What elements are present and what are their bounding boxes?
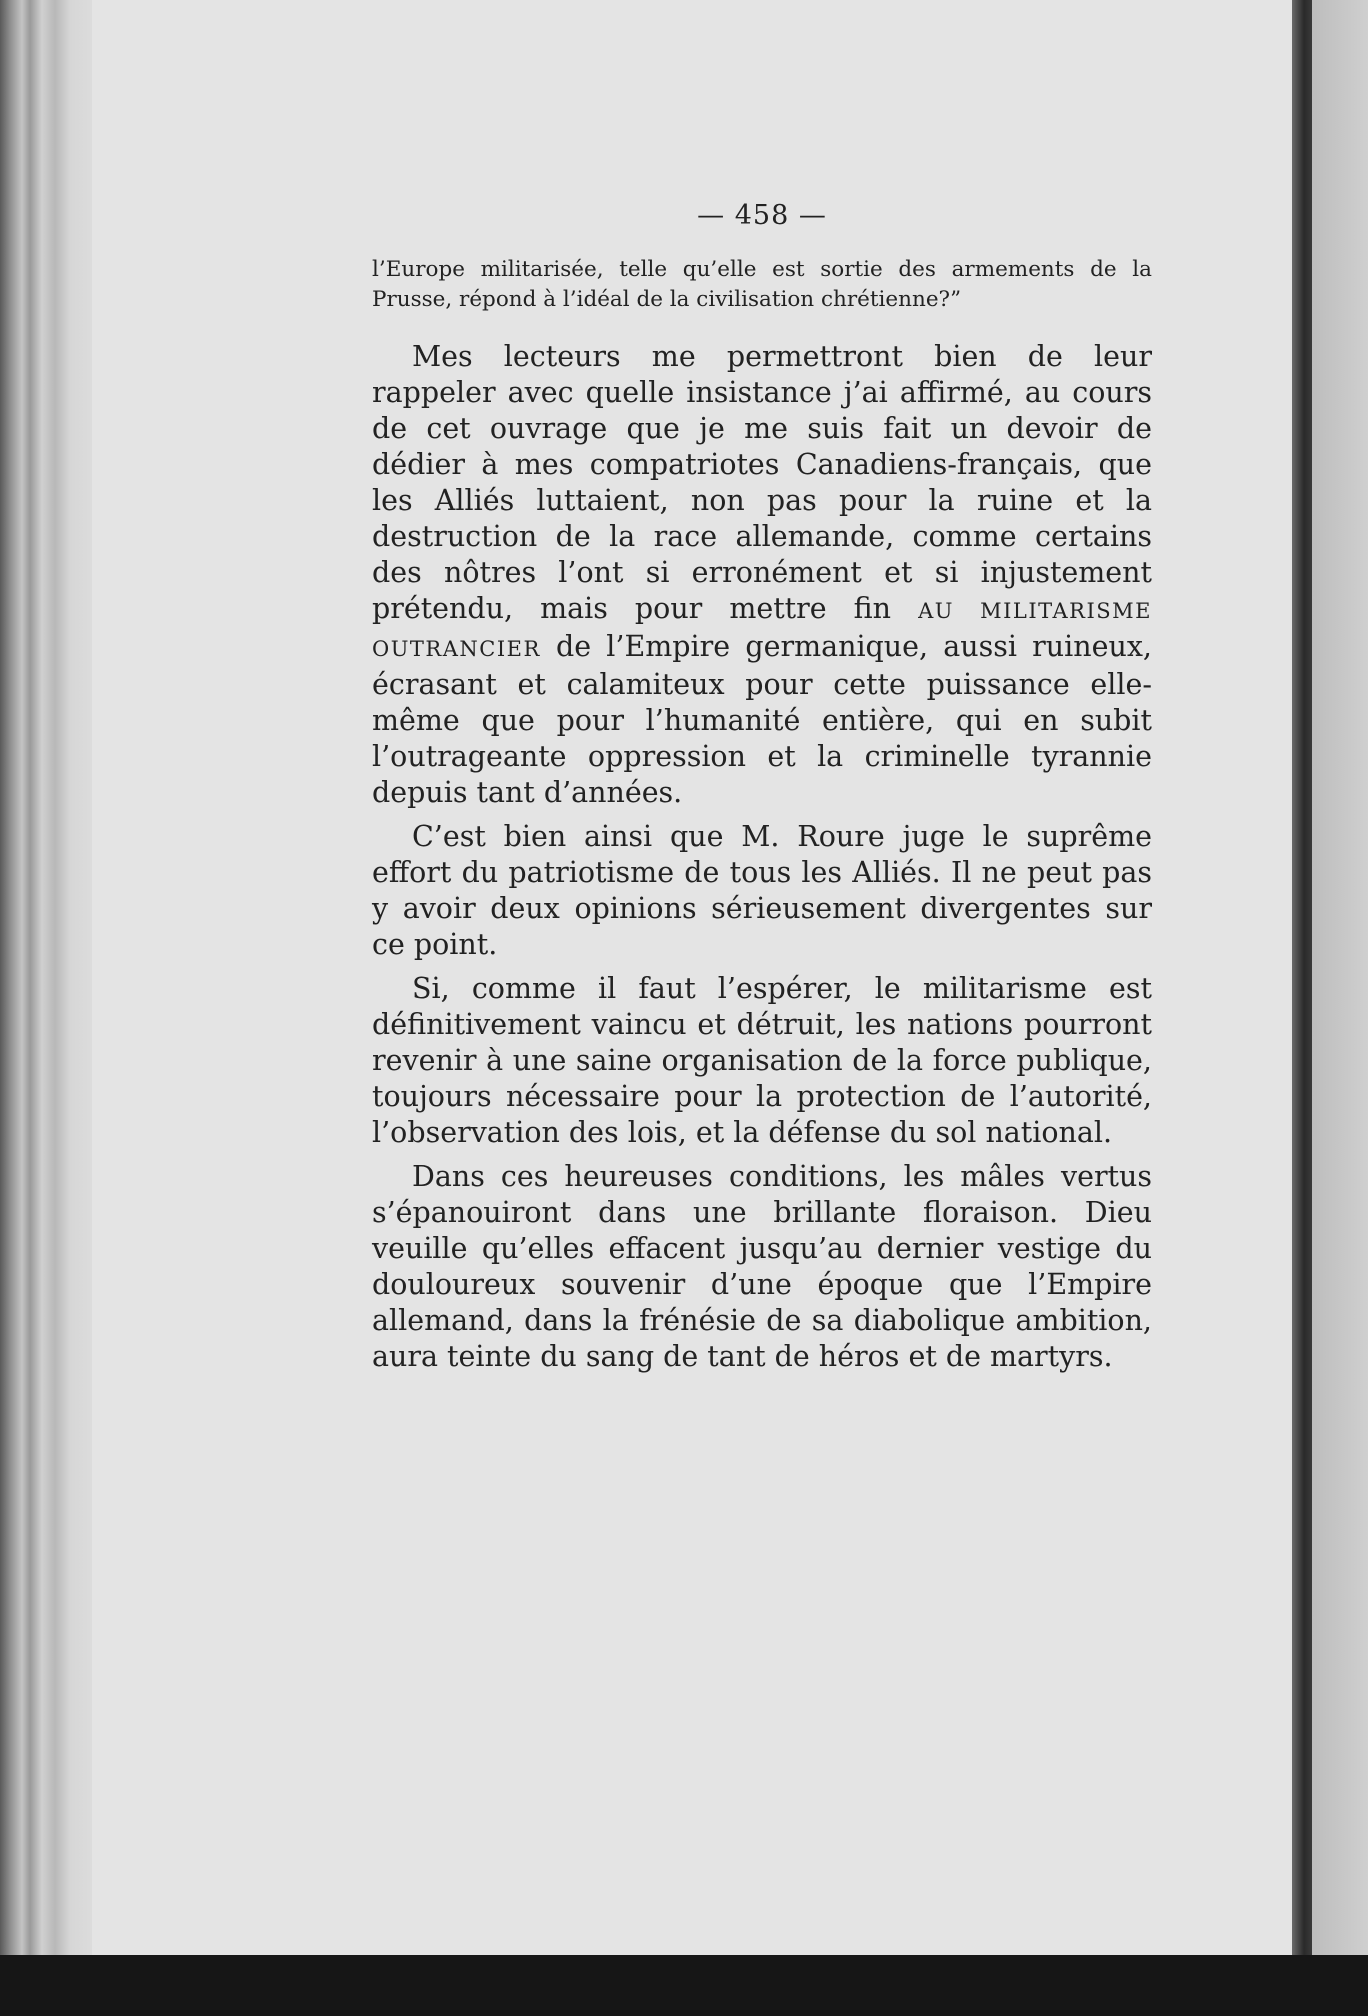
paragraph-1 [372, 339, 1152, 811]
paragraph-1-after: de l’Empire germanique, aussi ruineux, écrasant et calamiteux pour cette puissance elle-même que pour l’humanité entière, qui en subit l’outrageante oppression et la criminelle tyrannie depuis tant d’années. [372, 630, 1152, 809]
book-gutter [1292, 0, 1312, 1955]
paragraph-1-emphasis: AU MILITARISME OUTRANCIER [372, 599, 1152, 661]
paragraph-2: C’est bien ainsi que M. Roure juge le suprême effort du patriotisme de tous les Alliés. Il ne peut pas y avoir deux opinions sérieusement divergentes sur ce point. [372, 820, 1152, 961]
paragraph-4: Dans ces heureuses conditions, les mâles vertus s’épanouiront dans une brillante floraison. Dieu veuille qu’elles effacent jusqu’au dernier vestige du douloureux souvenir d’une époque que l’Empire allemand, dans la frénésie de sa diabolique ambition, aura teinte du sang de tant de héros et de martyrs. [372, 1160, 1152, 1373]
paragraph-1-before: Mes lecteurs me permettront bien de leur rappeler avec quelle insistance j’ai affirmé, au cours de cet ouvrage que je me suis fait un devoir de dédier à mes compatriotes Canadiens-français, que les Alliés luttaient, non pas pour la ruine et la destruction de la race allemande, comme certains des nôtres l’ont si erronément et si injustement prétendu, mais pour mettre fin [372, 340, 1152, 625]
book-left-edge [0, 0, 92, 2016]
page-text-block [372, 200, 1152, 1383]
facing-page-edge [1312, 0, 1368, 1955]
paragraph-3: Si, comme il faut l’espérer, le militarisme est définitivement vaincu et détruit, les nations pourront revenir à une saine organisation de la force publique, toujours nécessaire pour la protection de l’autorité, l’observation des lois, et la défense du sol national. [372, 972, 1152, 1149]
page-number: — 458 — [697, 200, 827, 231]
quote-continuation: l’Europe militarisée, telle qu’elle est sortie des armements de la Prusse, répond à l’idéal de la civilisation chrétienne?” [372, 257, 1152, 312]
scan-bottom-band [0, 1955, 1368, 2016]
